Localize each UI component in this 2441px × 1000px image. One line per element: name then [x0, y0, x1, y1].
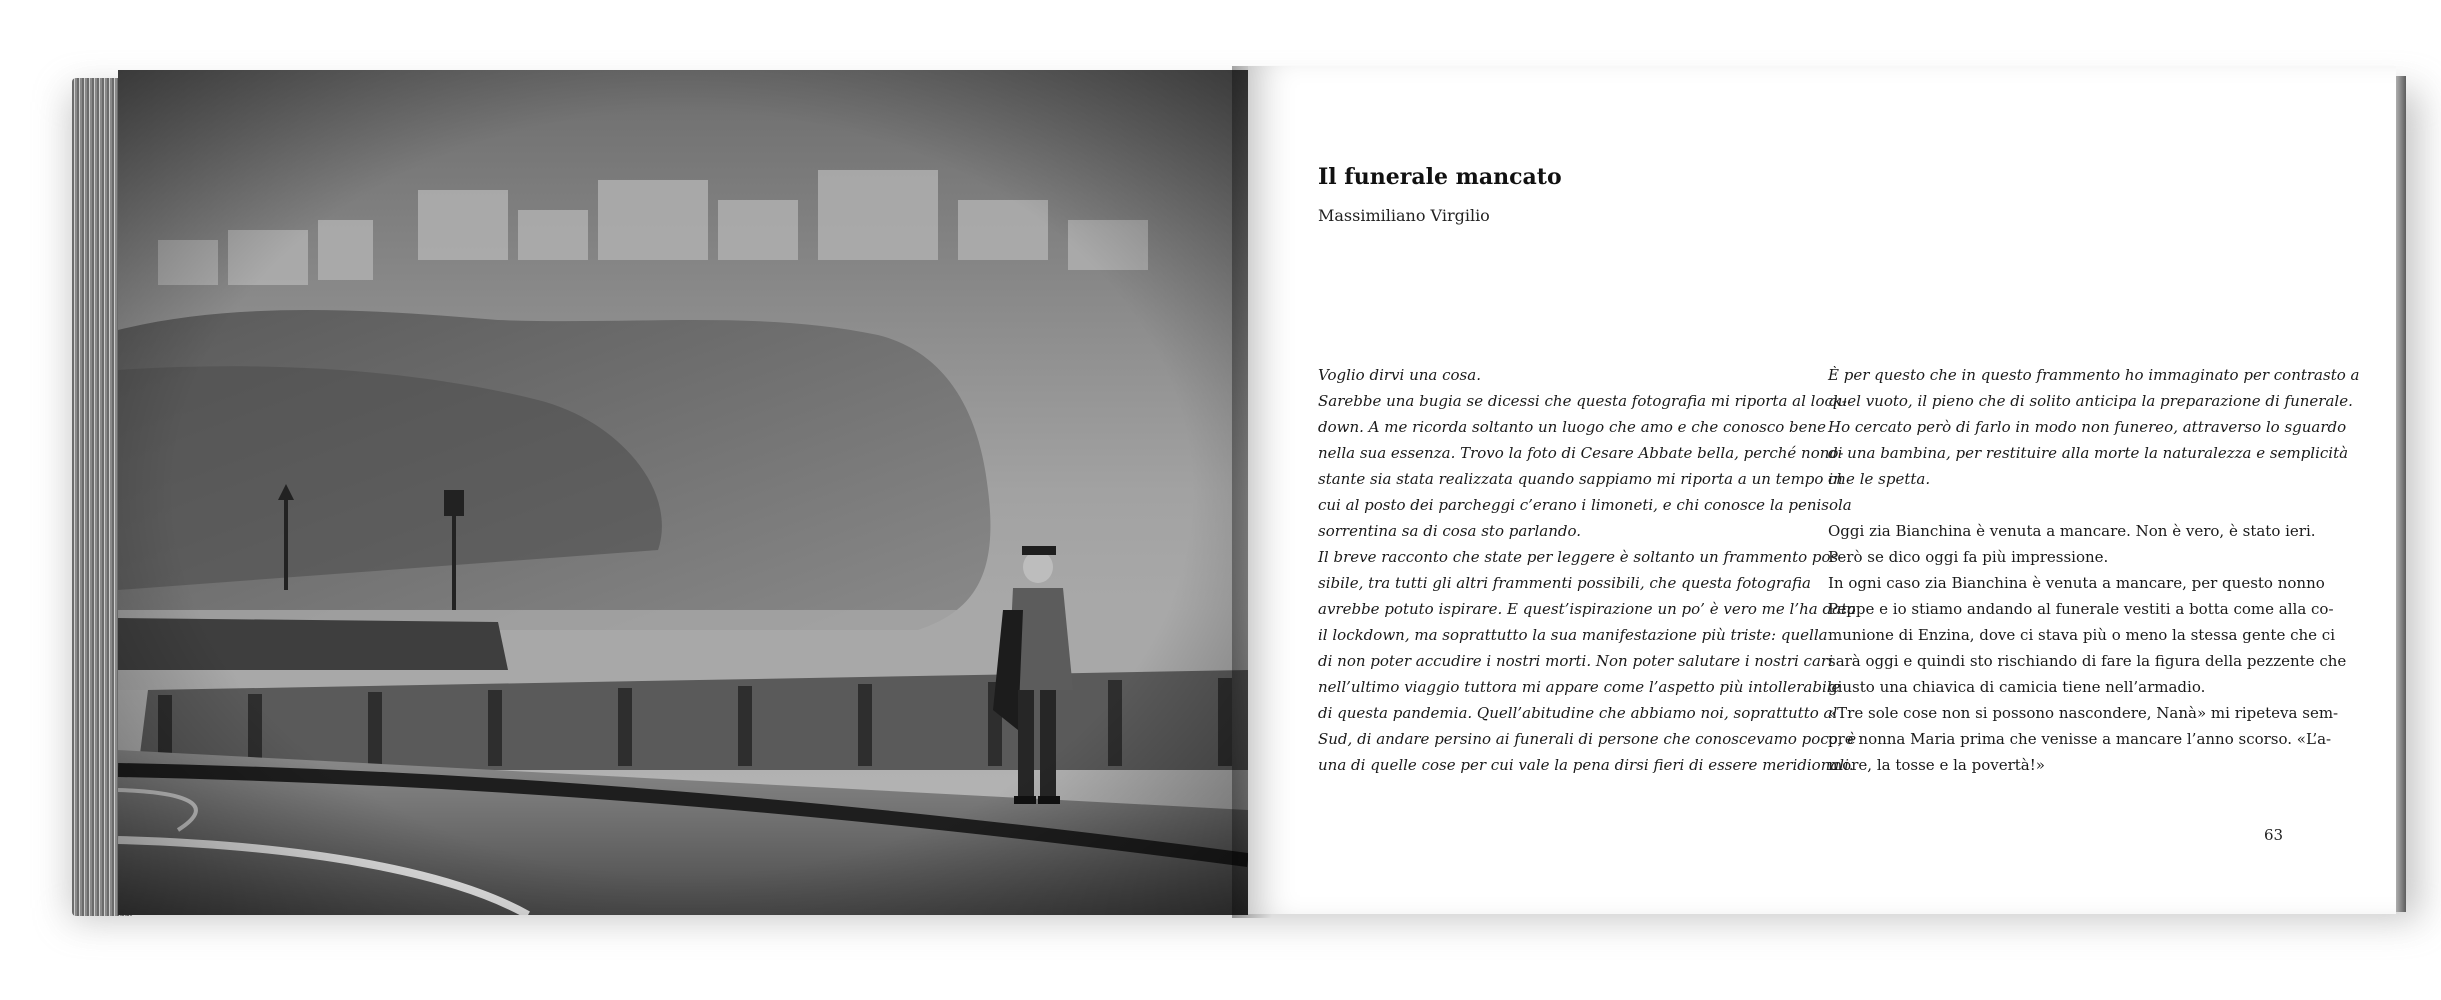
chapter-title: Il funerale mancato: [1318, 164, 1562, 190]
text-line: Sarebbe una bugia se dicessi che questa fotografia mi riporta al lock-: [1318, 392, 1847, 410]
text-line: Oggi zia Bianchina è venuta a mancare. Non è vero, è stato ieri.: [1828, 522, 2316, 540]
text-line: sorrentina sa di cosa sto parlando.: [1318, 522, 1581, 540]
text-line: quel vuoto, il pieno che di solito anticipa la preparazione di funerale.: [1828, 392, 2353, 410]
text-line: Voglio dirvi una cosa.: [1318, 366, 1481, 384]
text-line: che le spetta.: [1828, 470, 1931, 488]
paragraph-gap: [1828, 492, 2298, 518]
page-number: 63: [2264, 826, 2284, 844]
text-line: munione di Enzina, dove ci stava più o meno la stessa gente che ci: [1828, 626, 2335, 644]
text-line: avrebbe potuto ispirare. E quest’ispirazione un po’ è vero me l’ha data: [1318, 600, 1856, 618]
text-line: di non poter accudire i nostri morti. Non poter salutare i nostri cari: [1318, 652, 1833, 670]
text-line: «Tre sole cose non si possono nascondere, Nanà» mi ripeteva sem-: [1828, 704, 2339, 722]
text-line: È per questo che in questo frammento ho immaginato per contrasto a: [1828, 366, 2360, 384]
text-line: stante sia stata realizzata quando sappiamo mi riporta a un tempo in: [1318, 470, 1843, 488]
text-line: sarà oggi e quindi sto rischiando di fare la figura della pezzente che: [1828, 652, 2347, 670]
text-line: giusto una chiavica di camicia tiene nell’armadio.: [1828, 678, 2206, 696]
text-line: down. A me ricorda soltanto un luogo che amo e che conosco bene: [1318, 418, 1827, 436]
text-line: In ogni caso zia Bianchina è venuta a mancare, per questo nonno: [1828, 574, 2325, 592]
right-page-text: [1248, 66, 2396, 914]
text-line: cui al posto dei parcheggi c’erano i limoneti, e chi conosce la penisola: [1318, 496, 1852, 514]
coastal-road-photograph: [118, 70, 1248, 915]
text-line: Il breve racconto che state per leggere è soltanto un frammento pos-: [1318, 548, 1844, 566]
text-line: una di quelle cose per cui vale la pena dirsi fieri di essere meridionali.: [1318, 756, 1854, 774]
text-line: sibile, tra tutti gli altri frammenti possibili, che questa fotografia: [1318, 574, 1811, 592]
text-column-left: [1318, 362, 1857, 778]
text-line: more, la tosse e la povertà!»: [1828, 756, 2045, 774]
text-line: nella sua essenza. Trovo la foto di Cesare Abbate bella, perché nono-: [1318, 444, 1844, 462]
text-line: Però se dico oggi fa più impressione.: [1828, 548, 2109, 566]
text-line: Peppe e io stiamo andando al funerale vestiti a botta come alla co-: [1828, 600, 2334, 618]
text-line: pre nonna Maria prima che venisse a mancare l’anno scorso. «L’a-: [1828, 730, 2332, 748]
text-line: Ho cercato però di farlo in modo non funereo, attraverso lo sguardo: [1828, 418, 2347, 436]
text-line: Sud, di andare persino ai funerali di persone che conoscevamo poco, è: [1318, 730, 1857, 748]
author-name: Massimiliano Virgilio: [1318, 206, 1490, 225]
text-line: di una bambina, per restituire alla morte la naturalezza e semplicità: [1828, 444, 2349, 462]
text-line: di questa pandemia. Quell’abitudine che abbiamo noi, soprattutto al: [1318, 704, 1838, 722]
text-line: nell’ultimo viaggio tuttora mi appare come l’aspetto più intollerabile: [1318, 678, 1841, 696]
text-column-right: [1828, 362, 2360, 778]
text-line: il lockdown, ma soprattutto la sua manifestazione più triste: quella: [1318, 626, 1828, 644]
left-page-photo: [118, 70, 1248, 915]
